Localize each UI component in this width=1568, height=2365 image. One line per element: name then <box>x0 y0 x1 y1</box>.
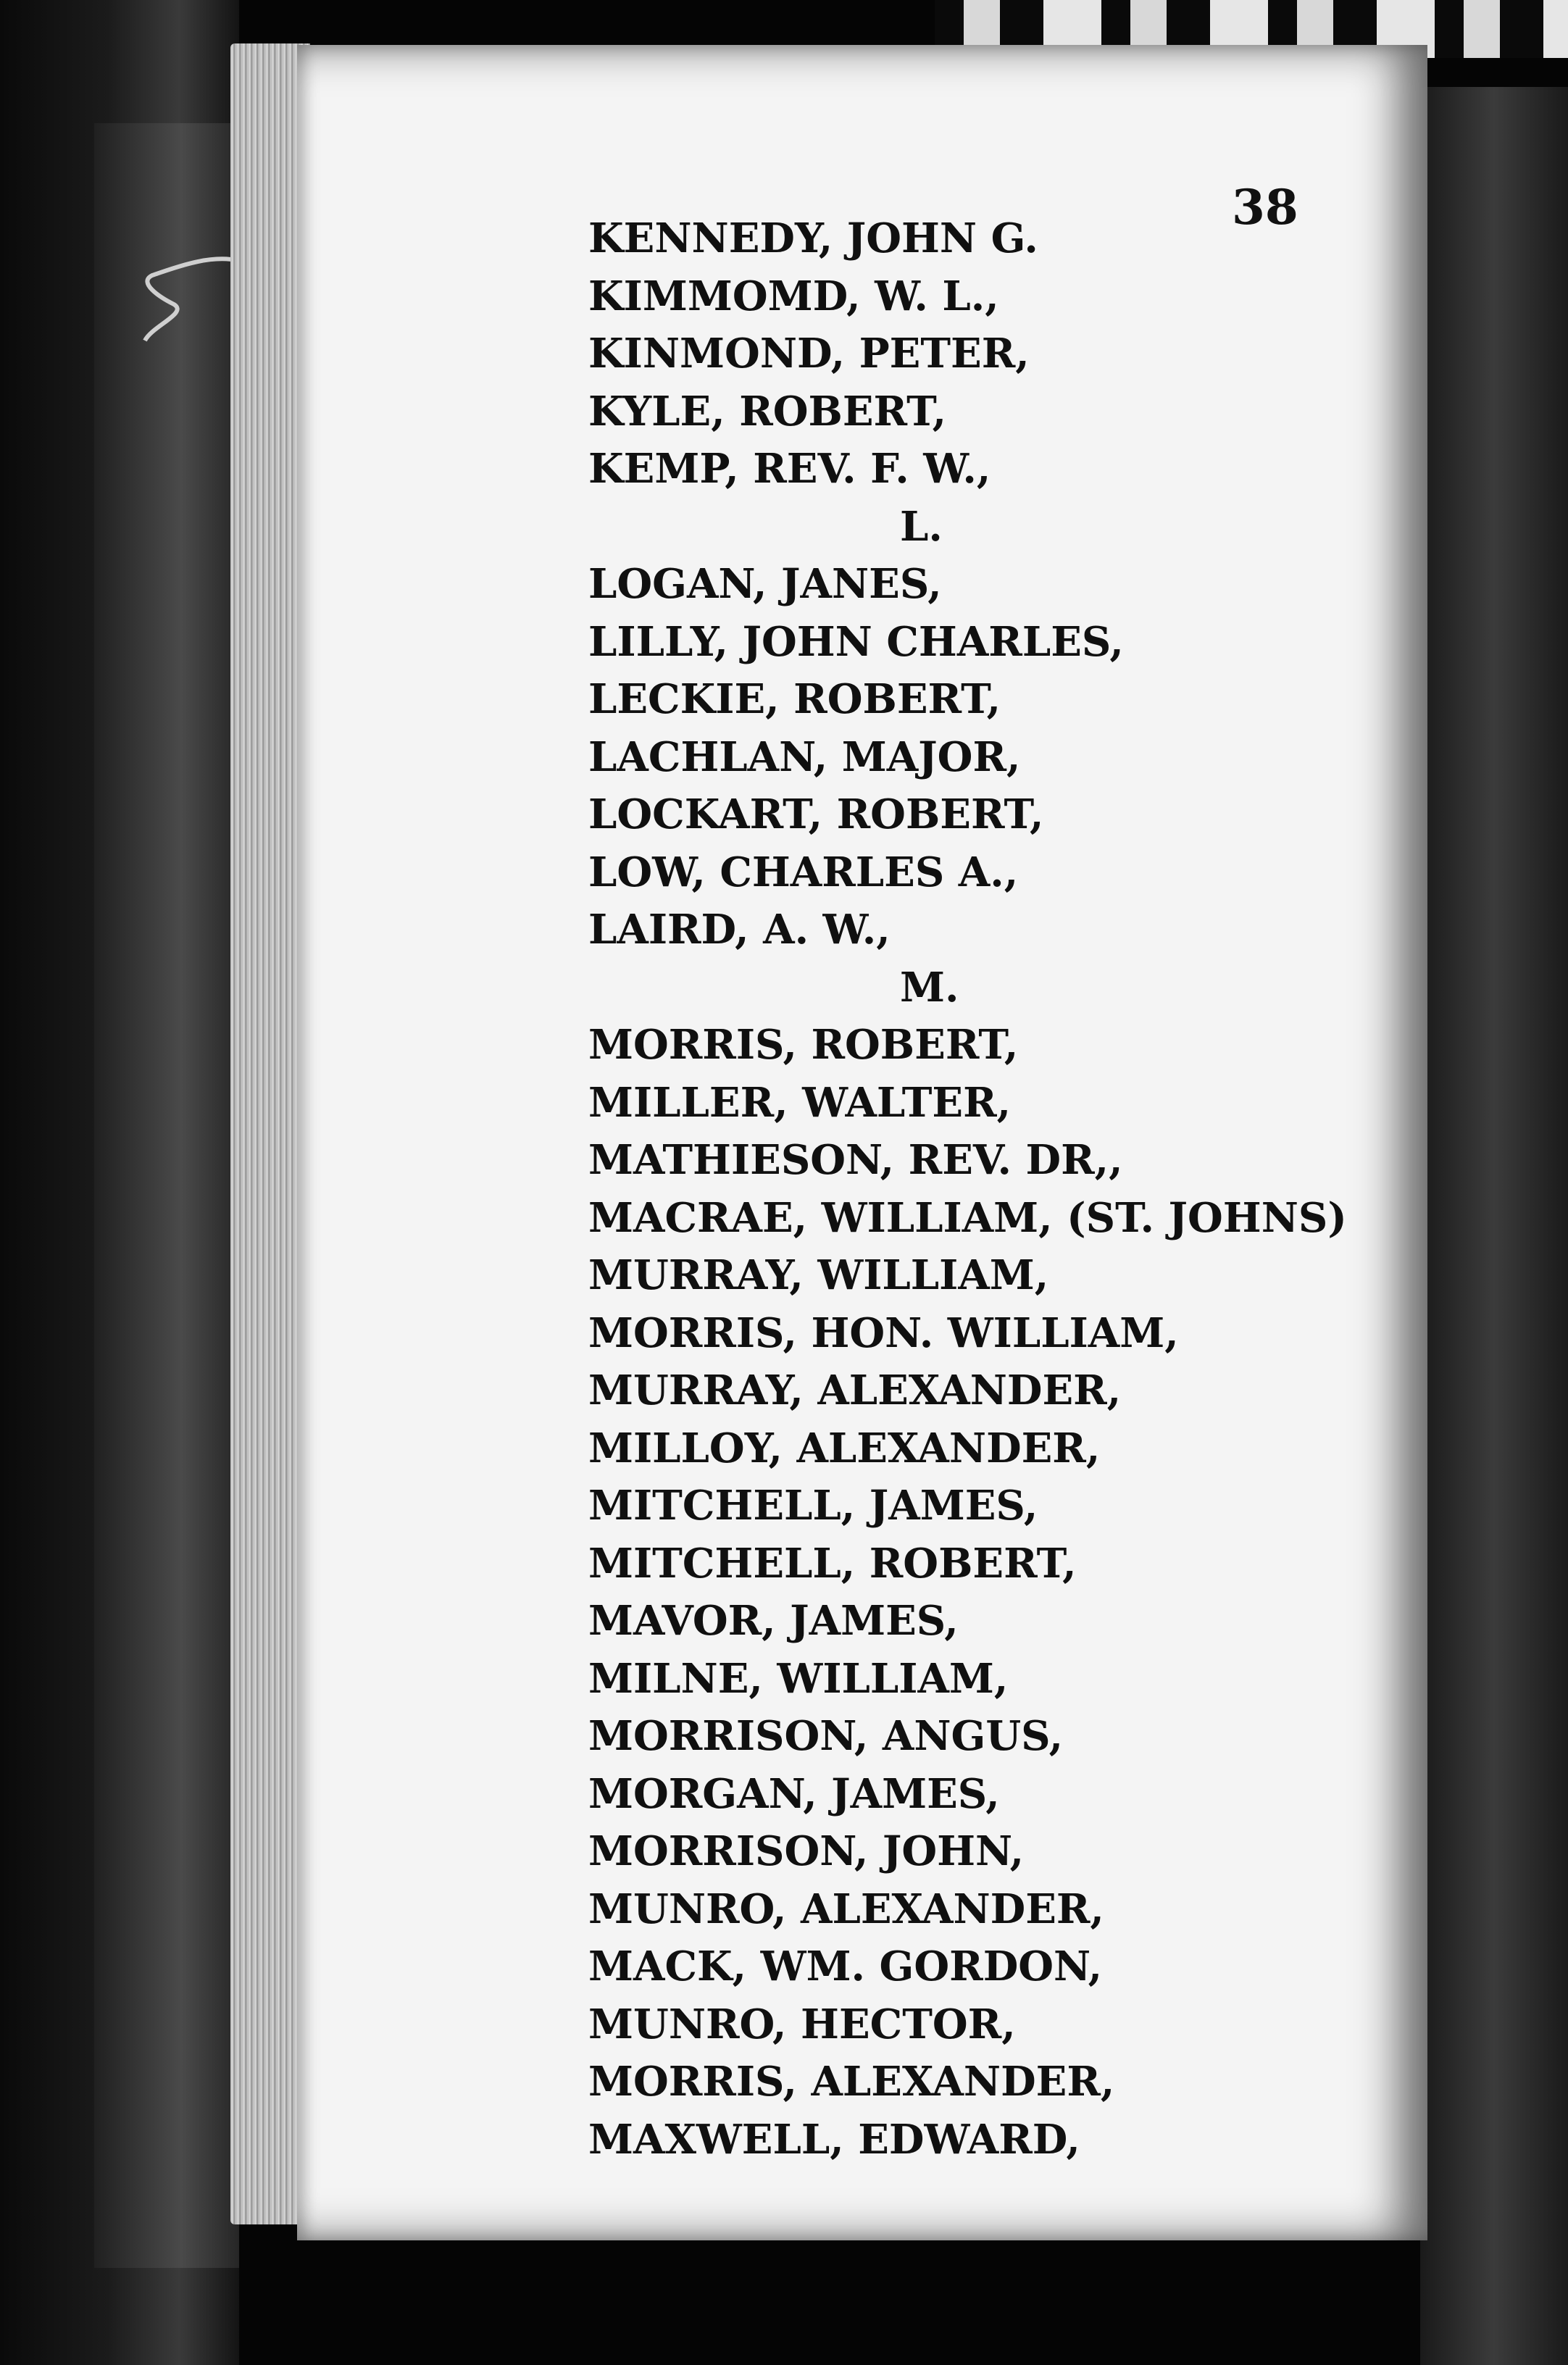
list-item: MILNE, WILLIAM, <box>588 1654 1009 1703</box>
list-item: MACK, WM. GORDON, <box>588 1943 1103 1990</box>
list-item: KEMP, REV. F. W., <box>588 445 991 493</box>
list-item: MATHIESON, REV. DR,, <box>588 1136 1123 1184</box>
list-item: KYLE, ROBERT, <box>588 387 947 435</box>
list-item: MITCHELL, JAMES, <box>588 1482 1038 1530</box>
list-item: LOW, CHARLES A., <box>588 848 1019 896</box>
list-item: MITCHELL, ROBERT, <box>588 1539 1077 1588</box>
list-item: MORGAN, JAMES, <box>588 1769 1000 1818</box>
list-item: MORRISON, ANGUS, <box>588 1712 1064 1760</box>
list-item: KIMMOMD, W. L., <box>588 272 999 320</box>
list-item: KENNEDY, JOHN G. <box>588 214 1038 262</box>
list-item: LOCKART, ROBERT, <box>588 791 1044 838</box>
list-item: MILLER, WALTER, <box>588 1078 1012 1127</box>
list-item: LILLY, JOHN CHARLES, <box>588 617 1124 666</box>
list-item: MORRIS, ALEXANDER, <box>588 2058 1115 2106</box>
list-item: LOGAN, JANES, <box>588 560 942 608</box>
name-list <box>588 210 1422 2169</box>
list-item: LAIRD, A. W., <box>588 906 891 954</box>
list-item: MUNRO, HECTOR, <box>588 2000 1016 2048</box>
section-letter: L. <box>900 502 943 551</box>
list-item: MURRAY, WILLIAM, <box>588 1251 1049 1299</box>
page-number: 38 <box>1232 179 1298 235</box>
list-item: MURRAY, ALEXANDER, <box>588 1367 1122 1414</box>
list-item: MACRAE, WILLIAM, (ST. JOHNS) <box>588 1193 1347 1242</box>
facing-page-edge <box>1420 87 1568 2365</box>
list-item: LECKIE, ROBERT, <box>588 675 1001 723</box>
list-item: MUNRO, ALEXANDER, <box>588 1885 1104 1933</box>
section-letter: M. <box>900 963 959 1012</box>
list-item: MAXWELL, EDWARD, <box>588 2115 1080 2164</box>
list-item: MILLOY, ALEXANDER, <box>588 1424 1101 1472</box>
list-item: MAVOR, JAMES, <box>588 1597 959 1645</box>
list-item: MORRIS, HON. WILLIAM, <box>588 1309 1179 1357</box>
book-spine-shadow <box>94 123 239 2268</box>
list-item: LACHLAN, MAJOR, <box>588 733 1021 781</box>
list-item: MORRIS, ROBERT, <box>588 1021 1019 1069</box>
list-item: MORRISON, JOHN, <box>588 1827 1025 1875</box>
list-item: KINMOND, PETER, <box>588 330 1030 378</box>
